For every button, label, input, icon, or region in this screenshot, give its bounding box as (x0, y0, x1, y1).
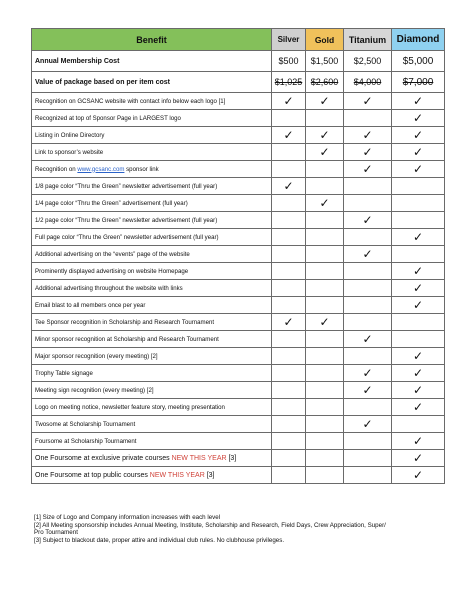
check-cell-titanium (344, 399, 392, 416)
check-cell-diamond (392, 331, 445, 348)
check-cell-gold (306, 178, 344, 195)
footnote-ref: [3] (204, 471, 215, 479)
new-this-year-label: NEW THIS YEAR (149, 471, 205, 479)
table-row (32, 161, 445, 178)
check-cell-diamond (392, 382, 445, 399)
header-gold: Gold (306, 29, 344, 51)
check-cell-silver (272, 178, 306, 195)
check-cell-gold (306, 212, 344, 229)
check-cell-gold (306, 297, 344, 314)
header-titanium: Titanium (344, 29, 392, 51)
table-row (32, 450, 445, 467)
checkmark-icon: ✓ (362, 366, 373, 380)
check-cell-silver (272, 314, 306, 331)
table-row (32, 382, 445, 399)
check-cell-gold (306, 433, 344, 450)
check-cell-silver (272, 399, 306, 416)
checkmark-icon: ✓ (412, 128, 424, 142)
check-cell-gold (306, 331, 344, 348)
table-row (32, 314, 445, 331)
check-cell-silver (272, 161, 306, 178)
check-cell-titanium (344, 280, 392, 297)
check-cell-titanium (344, 263, 392, 280)
check-cell-silver (272, 212, 306, 229)
checkmark-icon: ✓ (283, 94, 294, 108)
checkmark-icon: ✓ (412, 366, 424, 380)
check-cell-gold (306, 144, 344, 161)
benefit-text: One Foursome at exclusive private courses (35, 454, 172, 462)
benefit-label (32, 331, 272, 348)
check-cell-diamond (392, 195, 445, 212)
benefit-label (32, 178, 272, 195)
package-value-titanium-cell (344, 72, 392, 93)
checkmark-icon: ✓ (412, 281, 424, 295)
benefit-label (32, 297, 272, 314)
check-cell-silver (272, 331, 306, 348)
package-value-row (32, 72, 445, 93)
benefit-text: Email blast to all members once per year (35, 301, 146, 309)
check-cell-diamond (392, 399, 445, 416)
checkmark-icon: ✓ (412, 145, 424, 159)
benefit-text: Tee Sponsor recognition in Scholarship and Research Tournament (35, 318, 215, 326)
footnote-1: [1] Size of Logo and Company information increases with each level (34, 514, 221, 521)
check-cell-gold (306, 229, 344, 246)
check-cell-silver (272, 127, 306, 144)
check-cell-gold (306, 416, 344, 433)
check-cell-gold (306, 195, 344, 212)
checkmark-icon: ✓ (362, 213, 373, 227)
benefit-text: Major sponsor recognition (every meeting) [2] (35, 352, 158, 360)
package-value-silver-cell (272, 72, 306, 93)
checkmark-icon: ✓ (362, 94, 373, 108)
table-row (32, 229, 445, 246)
benefit-text: Foursome at Scholarship Tournament (35, 437, 137, 445)
benefit-text-suffix: sponsor link (124, 165, 159, 173)
check-cell-gold (306, 280, 344, 297)
benefit-text: One Foursome at top public courses (35, 471, 150, 479)
check-cell-titanium (344, 127, 392, 144)
table-row (32, 110, 445, 127)
package-value-gold-cell (306, 72, 344, 93)
footnote-2-continued: Pro Tournament (34, 529, 78, 537)
membership-cost-silver: $500 (272, 51, 306, 72)
table-row (32, 399, 445, 416)
check-cell-titanium (344, 450, 392, 467)
checkmark-icon: ✓ (362, 128, 373, 142)
benefit-label (32, 433, 272, 450)
table-row (32, 467, 445, 484)
footnote-ref: [3] (226, 454, 237, 462)
check-cell-diamond (392, 263, 445, 280)
checkmark-icon: ✓ (319, 145, 330, 159)
check-cell-silver (272, 365, 306, 382)
table-row (32, 127, 445, 144)
table-row (32, 195, 445, 212)
check-cell-diamond (392, 212, 445, 229)
checkmark-icon: ✓ (283, 315, 294, 329)
benefit-label (32, 161, 272, 178)
membership-cost-row (32, 51, 445, 72)
check-cell-silver (272, 93, 306, 110)
check-cell-diamond (392, 365, 445, 382)
benefit-label (32, 263, 272, 280)
package-value-diamond: $7,000 (402, 76, 434, 88)
benefit-label (32, 93, 272, 110)
check-cell-titanium (344, 331, 392, 348)
benefit-label (32, 416, 272, 433)
check-cell-silver (272, 297, 306, 314)
check-cell-silver (272, 110, 306, 127)
table-row (32, 178, 445, 195)
check-cell-titanium (344, 110, 392, 127)
benefit-label (32, 314, 272, 331)
benefit-text: Listing in Online Directory (35, 131, 105, 139)
check-cell-silver (272, 144, 306, 161)
checkmark-icon: ✓ (412, 111, 424, 125)
check-cell-titanium (344, 161, 392, 178)
checkmark-icon: ✓ (412, 230, 424, 244)
checkmark-icon: ✓ (319, 128, 330, 142)
new-this-year-label: NEW THIS YEAR (171, 454, 227, 462)
check-cell-diamond (392, 280, 445, 297)
check-cell-gold (306, 382, 344, 399)
benefit-text: Trophy Table signage (35, 369, 93, 377)
checkmark-icon: ✓ (412, 298, 424, 312)
benefit-text: Meeting sign recognition (every meeting) [2] (35, 386, 154, 394)
checkmark-icon: ✓ (283, 179, 294, 193)
check-cell-titanium (344, 433, 392, 450)
checkmark-icon: ✓ (412, 94, 424, 108)
benefit-label (32, 144, 272, 161)
benefit-text: Recognized at top of Sponsor Page in LARGEST logo (35, 114, 181, 122)
check-cell-silver (272, 416, 306, 433)
checkmark-icon: ✓ (319, 196, 330, 210)
check-cell-diamond (392, 246, 445, 263)
benefit-label (32, 212, 272, 229)
footnotes (34, 514, 454, 544)
benefit-label (32, 229, 272, 246)
package-value-gold: $2,600 (310, 77, 339, 87)
check-cell-diamond (392, 93, 445, 110)
check-cell-silver (272, 229, 306, 246)
check-cell-titanium (344, 314, 392, 331)
check-cell-silver (272, 467, 306, 484)
table-row (32, 297, 445, 314)
footnote-2: [2] All Meeting sponsorship includes Annual Meeting, Institute, Scholarship and Research, Field Days, Crew Appreciation, Super/ (34, 521, 386, 529)
benefit-label (32, 127, 272, 144)
membership-cost-gold: $1,500 (306, 51, 344, 72)
check-cell-titanium (344, 365, 392, 382)
check-cell-gold (306, 161, 344, 178)
website-link[interactable]: www.gcsanc.com (77, 165, 125, 173)
table-row (32, 144, 445, 161)
checkmark-icon: ✓ (362, 417, 373, 431)
checkmark-icon: ✓ (412, 400, 424, 414)
check-cell-gold (306, 263, 344, 280)
benefit-label (32, 450, 272, 467)
checkmark-icon: ✓ (362, 145, 373, 159)
check-cell-gold (306, 246, 344, 263)
check-cell-titanium (344, 382, 392, 399)
check-cell-silver (272, 195, 306, 212)
check-cell-titanium (344, 195, 392, 212)
checkmark-icon: ✓ (412, 162, 424, 176)
header-silver: Silver (272, 29, 306, 51)
check-cell-silver (272, 280, 306, 297)
check-cell-titanium (344, 246, 392, 263)
benefit-text: Additional advertising throughout the website with links (35, 284, 183, 292)
check-cell-diamond (392, 467, 445, 484)
package-value-label: Value of package based on per item cost (32, 72, 272, 93)
benefit-text: Recognition on GCSANC website with contact info below each logo [1] (35, 97, 226, 105)
benefit-label (32, 195, 272, 212)
benefit-label (32, 467, 272, 484)
checkmark-icon: ✓ (412, 451, 424, 465)
check-cell-silver (272, 263, 306, 280)
check-cell-diamond (392, 297, 445, 314)
checkmark-icon: ✓ (412, 434, 424, 448)
check-cell-titanium (344, 144, 392, 161)
benefits-table (31, 28, 445, 484)
header-diamond: Diamond (392, 29, 445, 51)
check-cell-gold (306, 450, 344, 467)
checkmark-icon: ✓ (412, 264, 424, 278)
checkmark-icon: ✓ (319, 94, 330, 108)
benefit-text: 1/2 page color “Thru the Green” newsletter advertisement (full year) (35, 216, 218, 224)
membership-cost-titanium: $2,500 (344, 51, 392, 72)
check-cell-gold (306, 467, 344, 484)
benefit-text: Logo on meeting notice, newsletter feature story, meeting presentation (35, 403, 225, 411)
checkmark-icon: ✓ (362, 247, 373, 261)
check-cell-titanium (344, 229, 392, 246)
check-cell-gold (306, 93, 344, 110)
checkmark-icon: ✓ (362, 162, 373, 176)
package-value-diamond-cell (392, 72, 445, 93)
check-cell-diamond (392, 416, 445, 433)
check-cell-silver (272, 450, 306, 467)
checkmark-icon: ✓ (412, 349, 424, 363)
footnote-3: [3] Subject to blackout date, proper attire and individual club rules. No clubhouse privileges. (34, 536, 285, 544)
check-cell-gold (306, 348, 344, 365)
table-row (32, 365, 445, 382)
checkmark-icon: ✓ (319, 315, 330, 329)
check-cell-diamond (392, 314, 445, 331)
benefit-text: Link to sponsor’s website (35, 148, 104, 156)
table-row (32, 348, 445, 365)
benefit-label (32, 348, 272, 365)
check-cell-silver (272, 433, 306, 450)
check-cell-titanium (344, 416, 392, 433)
checkmark-icon: ✓ (283, 128, 294, 142)
check-cell-titanium (344, 348, 392, 365)
benefit-text: Prominently displayed advertising on website Homepage (35, 267, 189, 275)
check-cell-silver (272, 348, 306, 365)
membership-cost-label: Annual Membership Cost (32, 51, 272, 72)
benefit-text: 1/4 page color “Thru the Green” advertisement (full year) (35, 199, 188, 207)
table-row (32, 263, 445, 280)
check-cell-diamond (392, 348, 445, 365)
checkmark-icon: ✓ (362, 332, 373, 346)
benefit-text: Additional advertising on the “events” page of the website (35, 250, 190, 258)
check-cell-gold (306, 399, 344, 416)
benefit-text: 1/8 page color “Thru the Green” newsletter advertisement (full year) (35, 182, 218, 190)
benefit-text: Recognition on (35, 165, 78, 173)
check-cell-titanium (344, 467, 392, 484)
benefit-label (32, 280, 272, 297)
check-cell-titanium (344, 93, 392, 110)
check-cell-diamond (392, 178, 445, 195)
check-cell-gold (306, 365, 344, 382)
benefit-label (32, 246, 272, 263)
benefit-text: Twosome at Scholarship Tournament (35, 420, 136, 428)
check-cell-gold (306, 127, 344, 144)
table-row (32, 433, 445, 450)
check-cell-gold (306, 110, 344, 127)
benefit-label (32, 365, 272, 382)
check-cell-titanium (344, 297, 392, 314)
table-row (32, 93, 445, 110)
table-row (32, 280, 445, 297)
check-cell-diamond (392, 229, 445, 246)
checkmark-icon: ✓ (412, 383, 424, 397)
check-cell-diamond (392, 161, 445, 178)
table-row (32, 246, 445, 263)
header-row (32, 29, 445, 51)
checkmark-icon: ✓ (362, 383, 373, 397)
benefit-label (32, 382, 272, 399)
table-row (32, 331, 445, 348)
check-cell-gold (306, 314, 344, 331)
benefit-label (32, 399, 272, 416)
table-row (32, 212, 445, 229)
benefit-text: Full page color “Thru the Green” newsletter advertisement (full year) (35, 233, 219, 241)
check-cell-diamond (392, 144, 445, 161)
header-benefit: Benefit (32, 29, 272, 51)
check-cell-titanium (344, 212, 392, 229)
check-cell-diamond (392, 450, 445, 467)
checkmark-icon: ✓ (412, 468, 424, 482)
check-cell-diamond (392, 110, 445, 127)
check-cell-silver (272, 246, 306, 263)
benefit-text: Minor sponsor recognition at Scholarship and Research Tournament (35, 335, 219, 343)
check-cell-diamond (392, 127, 445, 144)
check-cell-silver (272, 382, 306, 399)
check-cell-diamond (392, 433, 445, 450)
package-value-silver: $1,025 (274, 77, 303, 87)
table-row (32, 416, 445, 433)
check-cell-titanium (344, 178, 392, 195)
benefit-label (32, 110, 272, 127)
membership-cost-diamond: $5,000 (392, 51, 445, 72)
package-value-titanium: $4,000 (353, 77, 382, 87)
